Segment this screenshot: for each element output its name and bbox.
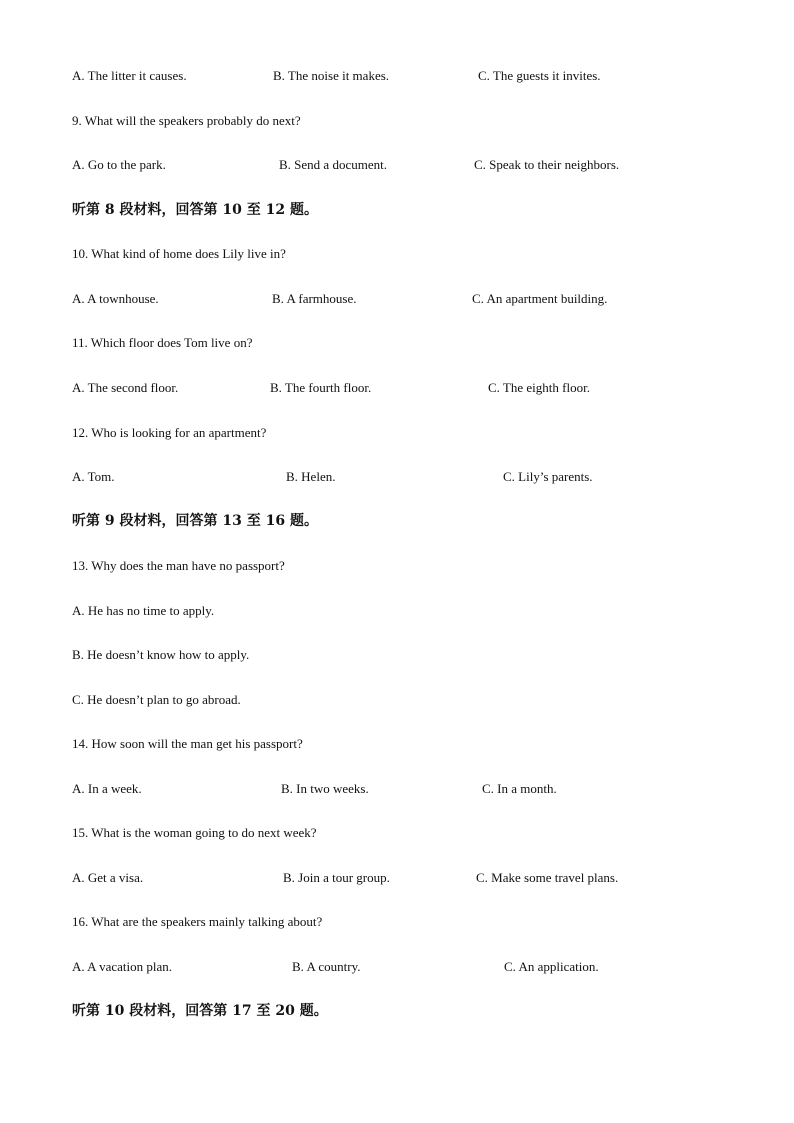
question-text: 12. Who is looking for an apartment? (72, 425, 267, 440)
options-row (0, 289, 794, 309)
option-c: C. In a month. (482, 781, 557, 796)
option-line (0, 645, 794, 665)
section-heading-text: 听第 9 段材料，回答第 13 至 16 题。 (72, 513, 318, 529)
option-b: B. Send a document. (279, 157, 387, 172)
option-c: C. The eighth floor. (488, 380, 590, 395)
options-row (0, 868, 794, 888)
option-c: C. An apartment building. (472, 291, 608, 306)
options-row (0, 957, 794, 977)
option-b: B. Helen. (286, 469, 336, 484)
question (0, 333, 794, 353)
question-text: 15. What is the woman going to do next week? (72, 825, 317, 840)
question (0, 423, 794, 443)
options-row (0, 66, 794, 86)
question-text: 10. What kind of home does Lily live in? (72, 246, 286, 261)
options-row (0, 378, 794, 398)
question (0, 734, 794, 754)
question (0, 556, 794, 576)
option-b: B. In two weeks. (281, 781, 369, 796)
section-heading (0, 1001, 794, 1021)
option-a: A. A townhouse. (72, 291, 159, 306)
question-text: 11. Which floor does Tom live on? (72, 335, 253, 350)
option-b: B. Join a tour group. (283, 870, 390, 885)
option-c: C. An application. (504, 959, 599, 974)
question (0, 912, 794, 932)
question (0, 111, 794, 131)
options-row (0, 155, 794, 175)
section-heading-text: 听第 8 段材料，回答第 10 至 12 题。 (72, 202, 318, 218)
question (0, 244, 794, 264)
option-c: C. Lily’s parents. (503, 469, 593, 484)
option-a: A. A vacation plan. (72, 959, 173, 974)
option-a: A. He has no time to apply. (72, 603, 215, 618)
option-a: A. In a week. (72, 781, 142, 796)
options-row (0, 467, 794, 487)
option-a: A. Go to the park. (72, 157, 166, 172)
option-line (0, 601, 794, 621)
question-text: 13. Why does the man have no passport? (72, 558, 285, 573)
option-c: C. Speak to their neighbors. (474, 157, 620, 172)
options-row (0, 779, 794, 799)
option-c: C. He doesn’t plan to go abroad. (72, 692, 241, 707)
option-b: B. A farmhouse. (272, 291, 357, 306)
option-b: B. The noise it makes. (273, 68, 390, 83)
option-b: B. He doesn’t know how to apply. (72, 647, 250, 662)
section-heading (0, 200, 794, 220)
question-text: 16. What are the speakers mainly talking about? (72, 914, 323, 929)
section-heading-text: 听第 10 段材料，回答第 17 至 20 题。 (72, 1003, 328, 1019)
option-c: C. Make some travel plans. (476, 870, 619, 885)
section-heading (0, 511, 794, 531)
option-a: A. Get a visa. (72, 870, 144, 885)
question (0, 823, 794, 843)
option-b: B. A country. (292, 959, 361, 974)
option-a: A. The litter it causes. (72, 68, 187, 83)
option-line (0, 690, 794, 710)
question-text: 9. What will the speakers probably do next? (72, 113, 301, 128)
option-c: C. The guests it invites. (478, 68, 601, 83)
option-b: B. The fourth floor. (270, 380, 372, 395)
option-a: A. Tom. (72, 469, 115, 484)
option-a: A. The second floor. (72, 380, 179, 395)
question-text: 14. How soon will the man get his passport? (72, 736, 303, 751)
